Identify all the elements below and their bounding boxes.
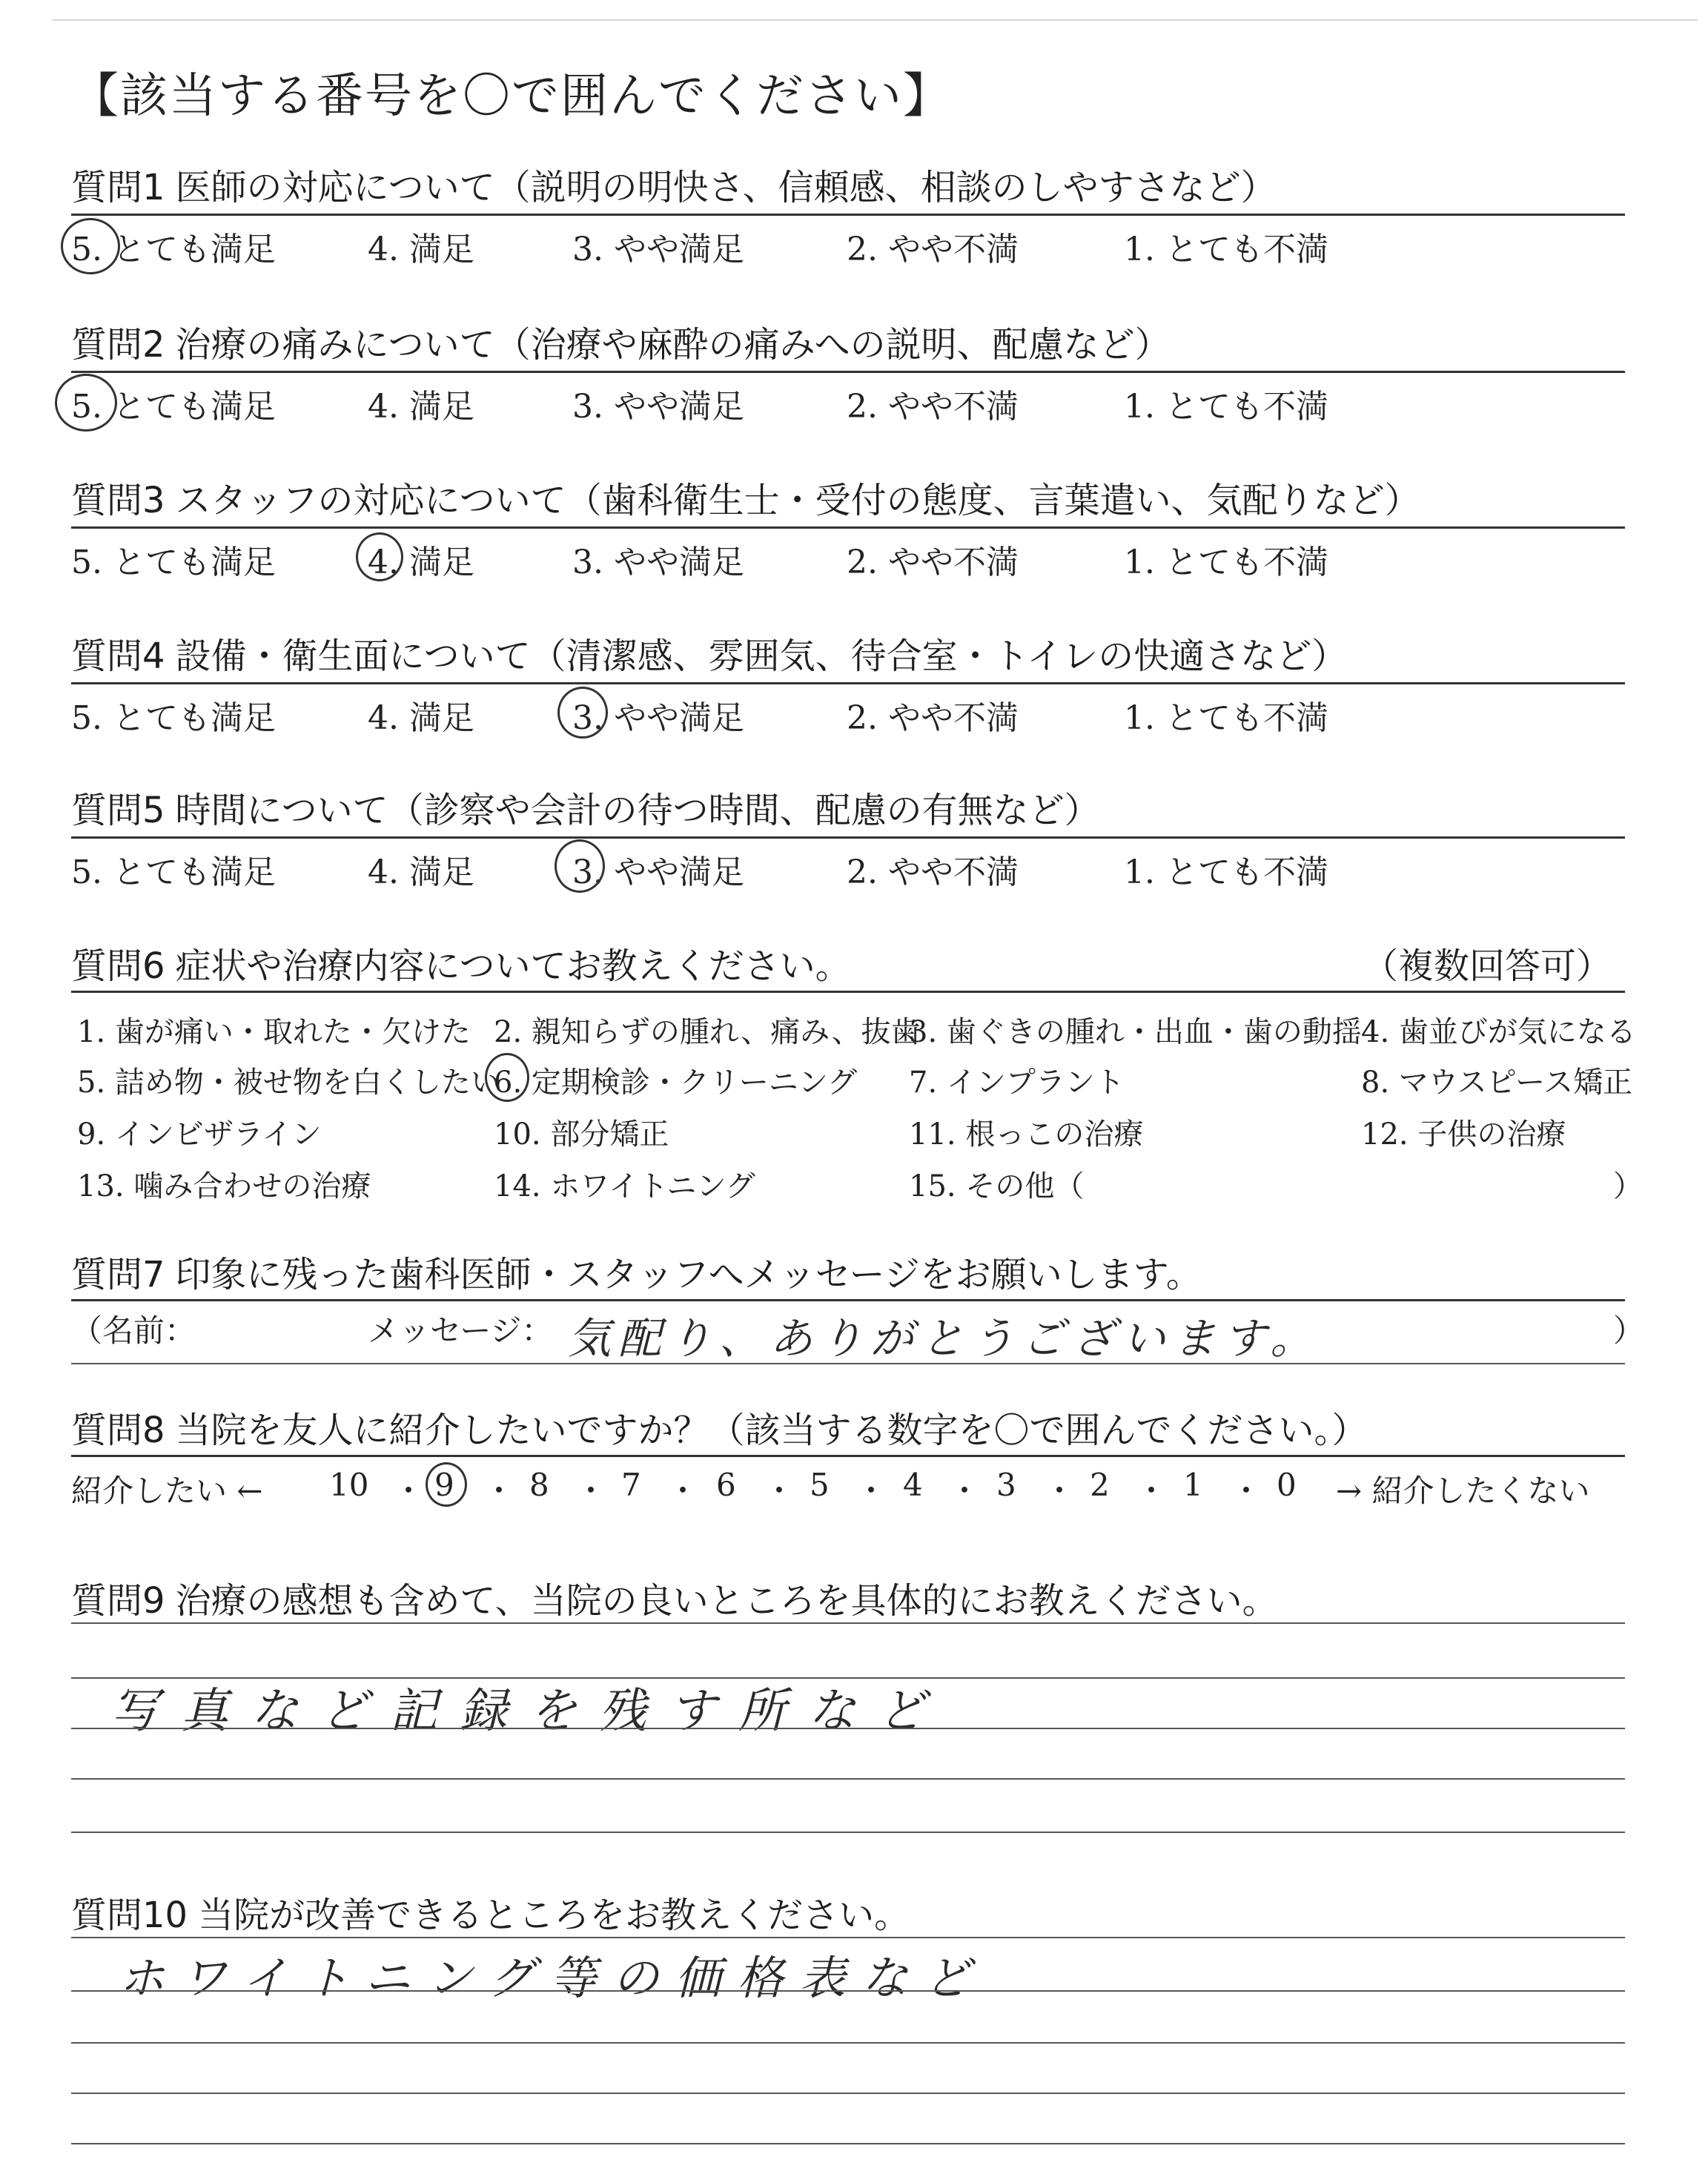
scale-selection-circle (426, 1462, 467, 1507)
question-2-title: 質問2 治療の痛みについて（治療や麻酔の痛みへの説明、配慮など） (71, 324, 1171, 366)
q7-message-text[interactable]: 気配り、ありがとうございます。 (568, 1313, 1321, 1364)
question-5-title: 質問5 時間について（診察や会計の待つ時間、配慮の有無など） (71, 790, 1100, 831)
recommend-scale: 紹介したい ← 10 ・ 9 ・ 8 ・ 7 ・ 6 ・ 5 ・ 4 ・ 3 ・ 2 ・ 1 ・ 0 → 紹介したくない (71, 1467, 1635, 1511)
q10-line-3 (71, 2042, 1625, 2044)
q3-option-2[interactable]: 2. やや不満 (847, 544, 1019, 581)
question-8-rule (71, 1455, 1625, 1457)
question-7-bottom-rule (71, 1363, 1625, 1364)
scale-7[interactable]: 7 (621, 1467, 641, 1503)
q6-option-12[interactable]: 12. 子供の治療 (1361, 1117, 1566, 1152)
q6-option-8[interactable]: 8. マウスピース矯正 (1361, 1066, 1633, 1100)
scale-5[interactable]: 5 (810, 1467, 830, 1503)
question-2-options (71, 380, 1628, 426)
scale-8[interactable]: 8 (529, 1467, 549, 1503)
q1-selection-circle (61, 218, 120, 274)
question-3-rule (71, 526, 1625, 529)
scale-0[interactable]: 0 (1277, 1467, 1297, 1503)
question-7-answer-row (71, 1307, 1645, 1364)
q6-option-15[interactable]: 15. その他（ (909, 1169, 1085, 1203)
q9-answer[interactable]: 写真など記録を残す所など (111, 1684, 947, 1739)
instruction-header: 【該当する番号を〇で囲んでください】 (71, 69, 952, 124)
q7-name-label: （名前： (71, 1312, 196, 1349)
q10-line-5 (71, 2143, 1625, 2144)
q6-other-close: ） (1613, 1169, 1643, 1203)
q5-option-4[interactable]: 4. 満足 (368, 853, 474, 891)
q9-line-1 (71, 1622, 1625, 1624)
q9-line-2 (71, 1677, 1625, 1679)
q1-option-2[interactable]: 2. やや不満 (847, 231, 1019, 268)
q6-option-13[interactable]: 13. 噛み合わせの治療 (77, 1169, 371, 1203)
q3-option-4[interactable]: 4. 満足 (368, 544, 474, 581)
question-1-rule (71, 214, 1625, 216)
question-4-title: 質問4 設備・衛生面について（清潔感、雰囲気、待合室・トイレの快適さなど） (71, 635, 1348, 677)
q6-option-10[interactable]: 10. 部分矯正 (494, 1117, 669, 1152)
q6-option-5[interactable]: 5. 詰め物・被せ物を白くしたい (77, 1066, 500, 1100)
q4-option-1[interactable]: 1. とても不満 (1124, 699, 1328, 737)
question-6-rule (71, 991, 1625, 993)
q6-option-9[interactable]: 9. インビザライン (77, 1117, 322, 1152)
question-3-options (71, 535, 1628, 581)
q4-option-3[interactable]: 3. やや満足 (572, 699, 744, 737)
scale-right-label: → 紹介したくない (1336, 1473, 1590, 1509)
question-7-title: 質問7 印象に残った歯科医師・スタッフへメッセージをお願いします。 (71, 1254, 1202, 1295)
q6-option-6[interactable]: 6. 定期検診・クリーニング (494, 1066, 858, 1100)
q2-option-5[interactable]: 5. とても満足 (71, 388, 276, 426)
q4-selection-circle (557, 687, 608, 739)
q3-option-5[interactable]: 5. とても満足 (71, 544, 276, 581)
scale-4[interactable]: 4 (903, 1467, 923, 1503)
question-1-options (71, 222, 1628, 268)
question-9-title: 質問9 治療の感想も含めて、当院の良いところを具体的にお教えください。 (71, 1580, 1278, 1622)
q6-option-3[interactable]: 3. 歯ぐきの腫れ・出血・歯の動揺 (909, 1015, 1362, 1049)
question-5-rule (71, 836, 1625, 839)
q4-option-2[interactable]: 2. やや不満 (847, 699, 1019, 737)
q2-option-3[interactable]: 3. やや満足 (572, 388, 744, 426)
q5-option-5[interactable]: 5. とても満足 (71, 853, 276, 891)
question-10-title: 質問10 当院が改善できるところをお教えください。 (71, 1895, 910, 1936)
q2-option-4[interactable]: 4. 満足 (368, 388, 474, 426)
q2-selection-circle (55, 374, 117, 432)
q5-option-2[interactable]: 2. やや不満 (847, 853, 1019, 891)
question-4-rule (71, 682, 1625, 684)
q9-line-3 (71, 1728, 1625, 1729)
q6-option-2[interactable]: 2. 親知らずの腫れ、痛み、抜歯 (494, 1015, 921, 1049)
q10-line-1 (71, 1937, 1625, 1938)
question-7-rule (71, 1299, 1625, 1301)
q1-option-3[interactable]: 3. やや満足 (572, 231, 744, 268)
q9-line-4 (71, 1778, 1625, 1780)
top-border (52, 19, 1698, 21)
q3-selection-circle (356, 532, 403, 581)
question-8-title: 質問8 当院を友人に紹介したいですか？（該当する数字を〇で囲んでください。） (71, 1410, 1368, 1451)
scale-10[interactable]: 10 (329, 1467, 369, 1503)
q6-option-14[interactable]: 14. ホワイトニング (494, 1169, 755, 1203)
question-1-title: 質問1 医師の対応について（説明の明快さ、信頼感、相談のしやすさなど） (71, 167, 1277, 208)
scale-9[interactable]: 9 (434, 1467, 454, 1503)
q3-option-1[interactable]: 1. とても不満 (1124, 544, 1328, 581)
q5-option-3[interactable]: 3. やや満足 (572, 853, 744, 891)
question-2-rule (71, 371, 1625, 373)
q4-option-4[interactable]: 4. 満足 (368, 699, 474, 737)
q10-answer[interactable]: ホワイトニング等の価格表など (119, 1951, 987, 2005)
q10-line-4 (71, 2093, 1625, 2094)
scale-3[interactable]: 3 (996, 1467, 1016, 1503)
q9-line-5 (71, 1832, 1625, 1833)
q6-option-1[interactable]: 1. 歯が痛い・取れた・欠けた (77, 1015, 471, 1049)
scale-1[interactable]: 1 (1183, 1467, 1203, 1503)
q7-close: ） (1613, 1312, 1645, 1349)
question-6-title: 質問6 症状や治療内容についてお教えください。 (71, 945, 851, 987)
q2-option-2[interactable]: 2. やや不満 (847, 388, 1019, 426)
question-4-options (71, 691, 1628, 737)
q5-option-1[interactable]: 1. とても不満 (1124, 853, 1328, 891)
q2-option-1[interactable]: 1. とても不満 (1124, 388, 1328, 426)
q4-option-5[interactable]: 5. とても満足 (71, 699, 276, 737)
q3-option-3[interactable]: 3. やや満足 (572, 544, 744, 581)
question-6-note: （複数回答可） (1363, 945, 1612, 987)
question-3-title: 質問3 スタッフの対応について（歯科衛生士・受付の態度、言葉遣い、気配りなど） (71, 480, 1420, 521)
q5-selection-circle (555, 839, 605, 893)
q6-option-7[interactable]: 7. インプラント (909, 1066, 1125, 1100)
question-5-options (71, 845, 1628, 891)
scale-6[interactable]: 6 (716, 1467, 736, 1503)
q6-option-11[interactable]: 11. 根っこの治療 (909, 1117, 1144, 1152)
scale-left-label: 紹介したい ← (71, 1473, 263, 1509)
scale-2[interactable]: 2 (1090, 1467, 1110, 1503)
q6-selection-circle (485, 1053, 529, 1102)
q1-option-1[interactable]: 1. とても不満 (1124, 231, 1328, 268)
q10-line-2 (71, 1990, 1625, 1992)
q1-option-5[interactable]: 5. とても満足 (71, 231, 276, 268)
q1-option-4[interactable]: 4. 満足 (368, 231, 474, 268)
q6-option-4[interactable]: 4. 歯並びが気になる (1361, 1015, 1636, 1049)
q7-message-label: メッセージ： (368, 1312, 553, 1349)
